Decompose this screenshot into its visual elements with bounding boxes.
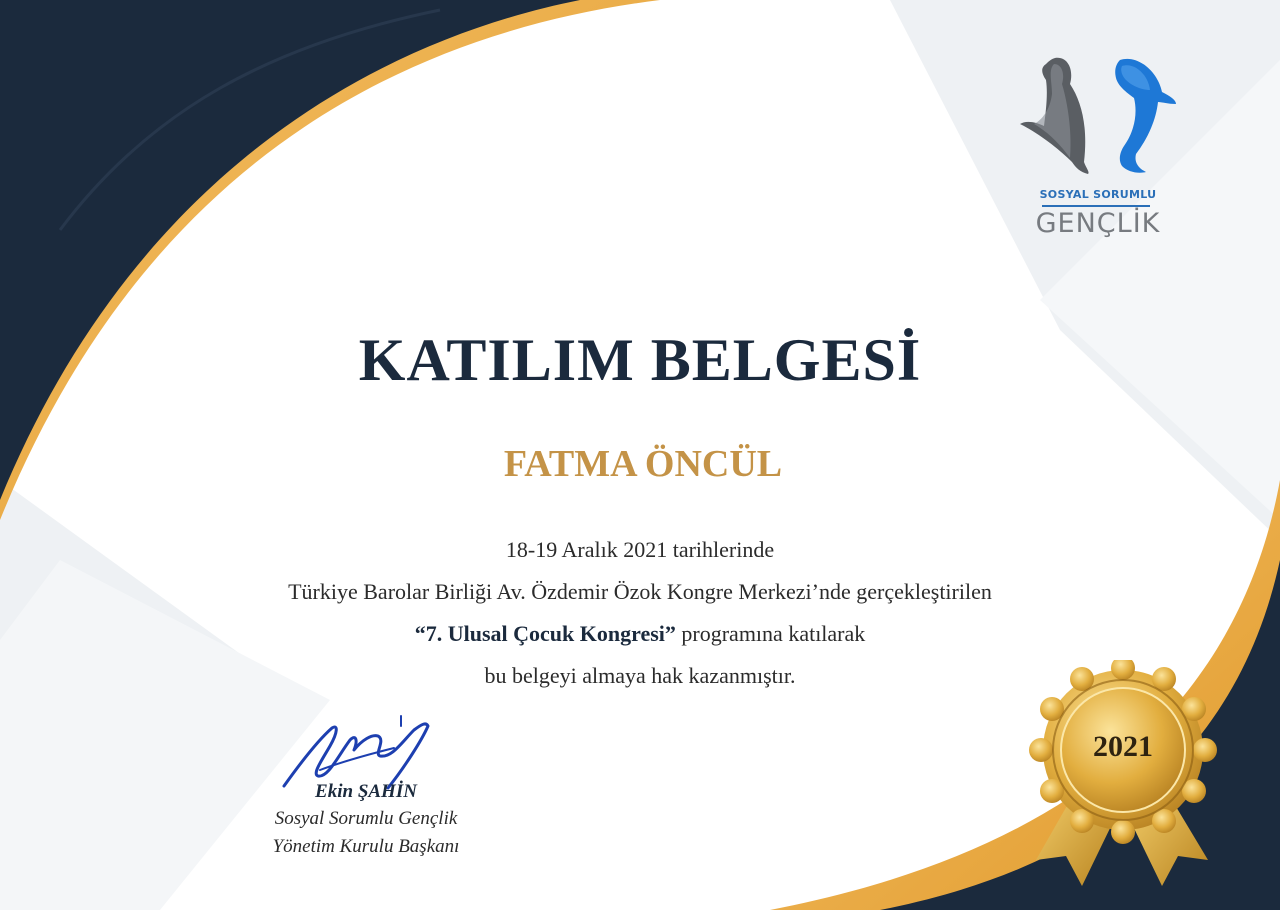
logo-bottom-text: GENÇLİK <box>1035 208 1161 239</box>
gold-seal-icon <box>1016 660 1231 890</box>
seal-year: 2021 <box>1093 730 1153 763</box>
certificate-title: KATILIM BELGESİ <box>358 327 922 393</box>
signatory-name: Ekin ŞAHİN <box>315 781 417 802</box>
event-name: “7. Ulusal Çocuk Kongresi” <box>414 621 676 646</box>
dolphins-icon <box>1010 50 1185 190</box>
recipient-name: FATMA ÖNCÜL <box>503 443 783 485</box>
navy-shape-top-left <box>0 0 580 500</box>
logo-divider <box>1042 205 1150 207</box>
signatory-block <box>236 779 496 861</box>
body-line-closing: bu belgeyi almaya hak kazanmıştır. <box>484 663 796 688</box>
signatory-role: Yönetim Kurulu Başkanı <box>272 836 460 857</box>
logo-top-text: SOSYAL SORUMLU <box>1039 188 1157 201</box>
body-line-date: 18-19 Aralık 2021 tarihlerinde <box>505 537 775 562</box>
body-line-event <box>0 621 1280 647</box>
organization-logo <box>1010 50 1185 255</box>
body-line-venue: Türkiye Barolar Birliği Av. Özdemir Özok Kongre Merkezi’nde gerçekleştirilen <box>288 579 992 604</box>
event-suffix: programına katılarak <box>675 621 866 646</box>
signatory-organization: Sosyal Sorumlu Gençlik <box>274 808 458 829</box>
